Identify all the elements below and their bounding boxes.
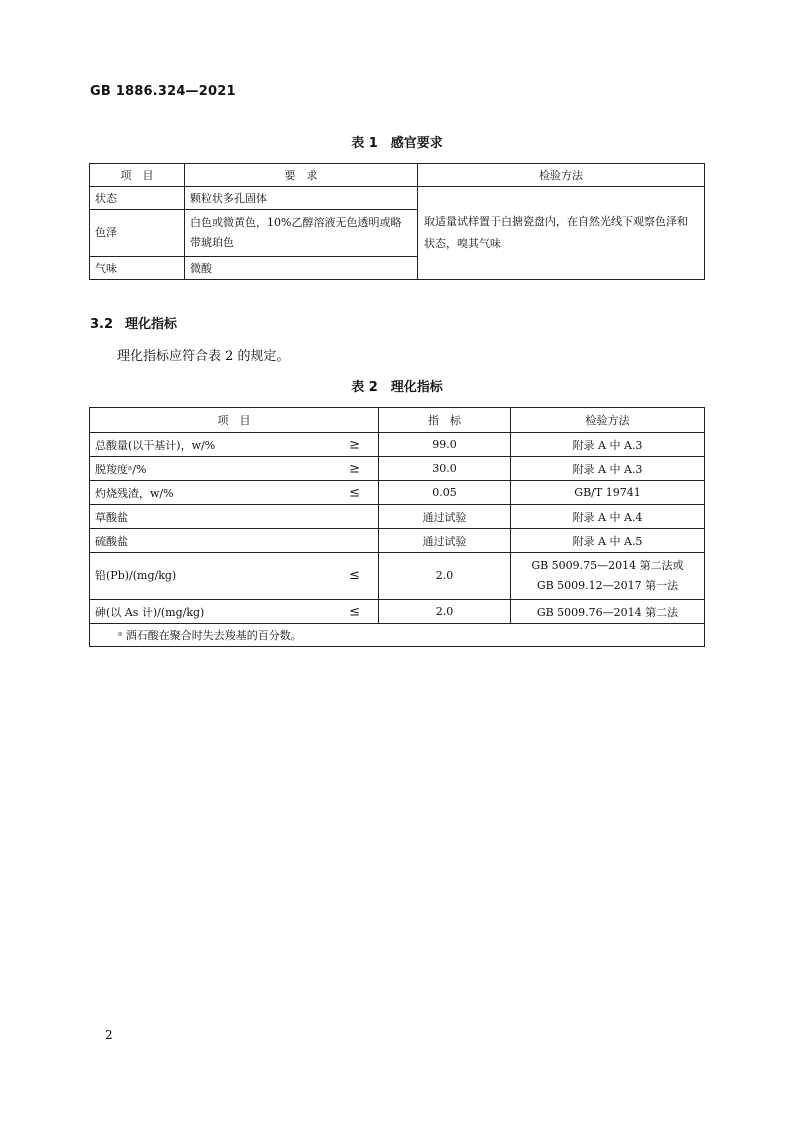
section-paragraph: 理化指标应符合表 2 的规定。 [117,349,290,364]
cell-item [90,600,379,624]
cell-method: 附录 A 中 A.4 [511,505,705,529]
item-label: 灼烧残渣，w/% [95,486,174,500]
cell-method: GB/T 19741 [511,481,705,505]
cell-requirement: 白色或微黄色，10%乙醇溶液无色透明或略带琥珀色 [185,210,418,257]
cell-value: 30.0 [379,457,511,481]
sensory-requirements-table [89,163,705,280]
cell-method: 附录 A 中 A.3 [511,457,705,481]
table-footnote-row [90,624,705,647]
cell-requirement: 微酸 [185,257,418,280]
cell-method: 取适量试样置于白搪瓷盘内，在自然光线下观察色泽和状态，嗅其气味 [418,187,705,280]
item-label: 脱羧度ᵃ/% [95,462,147,476]
cell-method: GB 5009.76—2014 第二法 [511,600,705,624]
cell-method: 附录 A 中 A.3 [511,433,705,457]
col-header-item: 项 目 [90,164,185,187]
section-number: 3.2 [90,317,114,332]
physicochemical-table [89,407,705,647]
cell-method: 附录 A 中 A.5 [511,529,705,553]
cell-value: 通过试验 [379,529,511,553]
table1-caption: 表 1 感官要求 [351,136,443,151]
table-row [90,505,705,529]
cell-item [90,433,379,457]
comparison-symbol: ≤ [349,604,360,619]
cell-value: 2.0 [379,600,511,624]
col-header-value: 指 标 [379,408,511,433]
page-number: 2 [105,1028,113,1042]
item-label: 砷(以 As 计)/(mg/kg) [95,605,205,619]
cell-value: 0.05 [379,481,511,505]
cell-requirement: 颗粒状多孔固体 [185,187,418,210]
item-label: 硫酸盐 [95,534,128,548]
table-row [90,529,705,553]
table-footnote: ᵃ 酒石酸在聚合时失去羧基的百分数。 [90,624,705,647]
comparison-symbol: ≥ [349,461,360,476]
table-row [90,457,705,481]
comparison-symbol: ≤ [349,568,360,583]
item-label: 草酸盐 [95,510,128,524]
cell-method [511,553,705,600]
method-line-2: GB 5009.12—2017 第一法 [536,579,679,592]
table-row [90,481,705,505]
comparison-symbol: ≤ [349,485,360,500]
cell-item: 气味 [90,257,185,280]
col-header-requirement: 要 求 [185,164,418,187]
table-row [90,600,705,624]
col-header-item: 项 目 [90,408,379,433]
cell-item [90,529,379,553]
table-row [90,187,705,210]
cell-value: 通过试验 [379,505,511,529]
item-label: 总酸量(以干基计)，w/% [95,438,216,452]
cell-item [90,481,379,505]
cell-item: 状态 [90,187,185,210]
comparison-symbol: ≥ [349,437,360,452]
item-label: 铅(Pb)/(mg/kg) [95,569,177,582]
table2-caption: 表 2 理化指标 [351,380,443,395]
cell-item [90,505,379,529]
table-row [90,433,705,457]
section-heading [90,313,177,332]
cell-value: 2.0 [379,553,511,600]
table-row [90,553,705,600]
cell-value: 99.0 [379,433,511,457]
standard-code: GB 1886.324—2021 [90,84,236,99]
table-header-row [90,164,705,187]
cell-item [90,457,379,481]
table-header-row [90,408,705,433]
method-line-1: GB 5009.75—2014 第二法或 [531,559,684,572]
cell-item [90,553,379,600]
col-header-method: 检验方法 [511,408,705,433]
section-title: 理化指标 [125,317,178,332]
cell-item: 色泽 [90,210,185,257]
col-header-method: 检验方法 [418,164,705,187]
